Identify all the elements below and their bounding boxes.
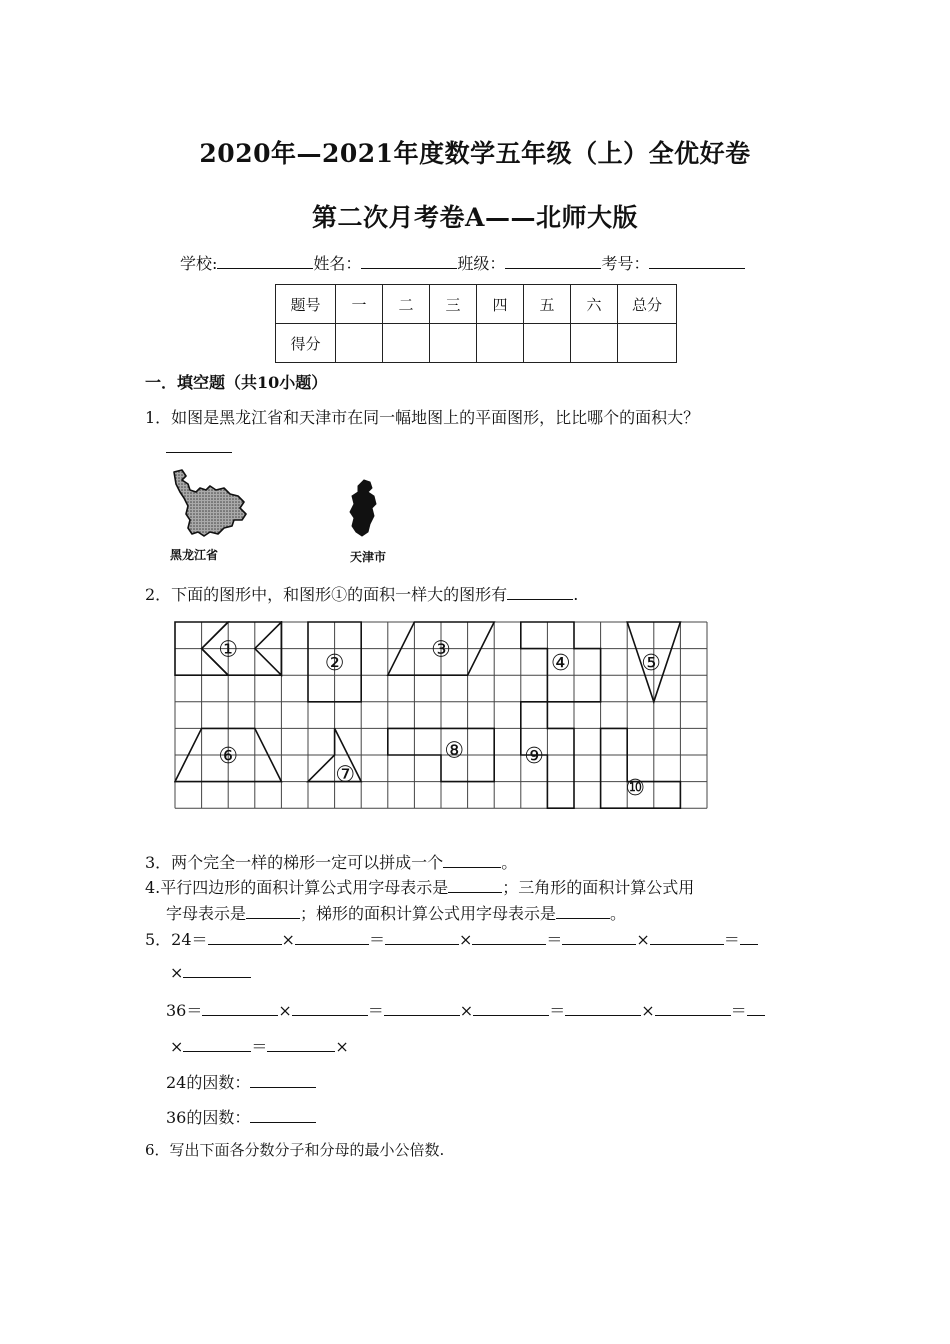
q4-text-a: 4.平行四边形的面积计算公式用字母表示是 <box>145 878 449 897</box>
times-sign: × <box>170 963 184 982</box>
factors-24-label: 24的因数： <box>166 1073 251 1092</box>
shape-label: ⑥ <box>218 744 239 769</box>
q5-blank[interactable] <box>562 930 636 945</box>
q4-text-c: 字母表示是 <box>166 904 247 923</box>
class-blank[interactable] <box>505 253 601 269</box>
name-blank[interactable] <box>361 253 457 269</box>
q5-blank[interactable] <box>208 930 282 945</box>
times-sign: × <box>636 930 650 949</box>
q4-text-b: ；三角形的面积计算公式用 <box>502 878 695 897</box>
q5-blank[interactable] <box>292 1001 368 1016</box>
times-sign: × <box>170 1037 184 1056</box>
score-cell[interactable] <box>524 324 571 363</box>
q5-blank[interactable] <box>747 1001 765 1016</box>
shape-label: ⑦ <box>335 762 356 788</box>
score-cell[interactable] <box>477 324 524 363</box>
school-label: 学校: <box>180 254 218 273</box>
shape-label: ④ <box>550 650 571 676</box>
q5-blank[interactable] <box>295 930 369 945</box>
school-blank[interactable] <box>217 253 313 269</box>
q5-blank[interactable] <box>183 963 251 978</box>
shape-label: ⑨ <box>524 744 544 769</box>
q1-text: 1．如图是黑龙江省和天津市在同一幅地图上的平面图形，比比哪个的面积大？ <box>145 408 700 427</box>
equals-sign: ＝ <box>730 1001 747 1020</box>
q4-line-2 <box>166 901 626 924</box>
q4-blank-trapezoid[interactable] <box>556 904 610 919</box>
heilongjiang-map-image <box>166 468 252 542</box>
factors-36-blank[interactable] <box>250 1108 316 1123</box>
score-table-header-row <box>276 285 677 324</box>
score-row-label: 得分 <box>276 324 336 363</box>
equals-sign: ＝ <box>368 930 385 949</box>
times-sign: × <box>278 1001 292 1020</box>
q4-line-1 <box>145 875 694 898</box>
times-sign: × <box>335 1037 349 1056</box>
title-line-1: 2020年—2021年度数学五年级（上）全优好卷 <box>199 139 751 168</box>
q5-line-36 <box>166 998 765 1021</box>
score-cell[interactable] <box>336 324 383 363</box>
score-cell[interactable] <box>571 324 618 363</box>
shape-label: ① <box>218 637 239 663</box>
equals-sign: ＝ <box>251 1037 268 1056</box>
q5-blank[interactable] <box>655 1001 731 1016</box>
exam-no-label: 考号： <box>601 254 650 273</box>
q5-factors-36 <box>166 1105 316 1128</box>
q3-text <box>145 850 517 873</box>
q5-blank[interactable] <box>267 1037 335 1052</box>
q6-text: 6．写出下面各分数分子和分母的最小公倍数. <box>145 1141 445 1159</box>
times-sign: × <box>459 1001 474 1020</box>
score-header-cell: 三 <box>430 285 477 324</box>
q2-text-before: 2．下面的图形中，和图形①的面积一样大的图形有 <box>145 585 508 604</box>
shape-label: ⑧ <box>444 738 465 764</box>
q5-blank[interactable] <box>183 1037 251 1052</box>
q5-line-24-cont <box>170 963 251 982</box>
q3-text-before: 3．两个完全一样的梯形一定可以拼成一个 <box>145 853 444 872</box>
times-sign: × <box>458 930 473 949</box>
class-label: 班级： <box>457 254 506 273</box>
score-header-cell: 六 <box>571 285 618 324</box>
q2-text <box>145 582 578 605</box>
q3-answer-blank[interactable] <box>443 853 501 868</box>
q5-prefix-36: 36＝ <box>166 1001 203 1020</box>
q5-blank[interactable] <box>650 930 724 945</box>
factors-36-label: 36的因数： <box>166 1108 251 1127</box>
times-sign: × <box>281 930 295 949</box>
score-header-cell: 总分 <box>618 285 677 324</box>
q4-text-d: ；梯形的面积计算公式用字母表示是 <box>300 904 557 923</box>
q5-line-24 <box>145 927 758 950</box>
q5-blank[interactable] <box>473 1001 549 1016</box>
q4-text-e: 。 <box>610 904 627 923</box>
score-header-cell: 一 <box>336 285 383 324</box>
q3-text-after: 。 <box>501 853 518 872</box>
equals-sign: ＝ <box>549 1001 566 1020</box>
info-fields <box>180 251 745 274</box>
q5-prefix-24: 5．24＝ <box>145 930 208 949</box>
q5-blank[interactable] <box>565 1001 641 1016</box>
factors-24-blank[interactable] <box>250 1073 316 1088</box>
score-header-cell: 题号 <box>276 285 336 324</box>
shape-label: ② <box>324 650 345 676</box>
q4-blank-parallelogram[interactable] <box>448 878 502 893</box>
q5-blank[interactable] <box>202 1001 278 1016</box>
q5-blank[interactable] <box>472 930 546 945</box>
equals-sign: ＝ <box>723 930 740 949</box>
title-line-2: 第二次月考卷A——北师大版 <box>312 203 638 232</box>
name-label: 姓名： <box>313 254 362 273</box>
section-1-title: 一．填空题（共10小题） <box>145 373 328 392</box>
equals-sign: ＝ <box>546 930 563 949</box>
tianjin-label: 天津市 <box>350 550 387 564</box>
q2-answer-blank[interactable] <box>507 585 573 600</box>
q5-blank[interactable] <box>385 930 459 945</box>
tianjin-map-image <box>344 478 388 538</box>
q2-text-after: . <box>573 585 579 604</box>
score-header-cell: 四 <box>477 285 524 324</box>
q2-grid-figure <box>174 621 710 814</box>
q1-answer-blank[interactable] <box>166 438 232 457</box>
q5-blank[interactable] <box>740 930 758 945</box>
score-cell[interactable] <box>430 324 477 363</box>
q5-line-36-cont <box>170 1034 349 1057</box>
score-table <box>275 284 677 363</box>
times-sign: × <box>641 1001 655 1020</box>
shape-label: ⑩ <box>625 775 646 801</box>
score-header-cell: 五 <box>524 285 571 324</box>
score-header-cell: 二 <box>383 285 430 324</box>
shape-label: ⑤ <box>641 650 662 676</box>
score-cell[interactable] <box>618 324 677 363</box>
q5-factors-24 <box>166 1070 316 1093</box>
exam-no-blank[interactable] <box>649 253 745 269</box>
shape-label: ③ <box>431 637 451 663</box>
equals-sign: ＝ <box>367 1001 384 1020</box>
score-table-score-row <box>276 324 677 363</box>
score-cell[interactable] <box>383 324 430 363</box>
q5-blank[interactable] <box>384 1001 460 1016</box>
q4-blank-triangle[interactable] <box>246 904 300 919</box>
heilongjiang-label: 黑龙江省 <box>170 548 219 562</box>
